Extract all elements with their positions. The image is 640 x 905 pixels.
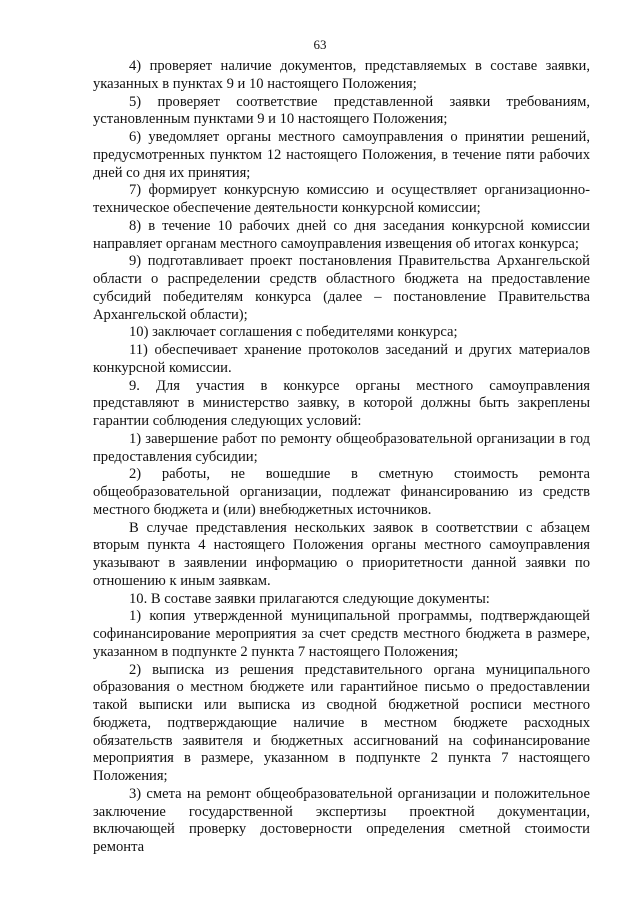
paragraph: 2) выписка из решения представительного органа муниципального образования о местном бюджете или гарантийное письмо о предоставлении такой выписки или выписка из сводной бюджетной росписи местного бюджета, подтверждающие наличие в местном бюджете расходных обязательств заявителя и бюджетных ассигнований на софинансирование мероприятия в размере, указанном в подпункте 2 пункта 7 настоящего Положения; [93,661,590,784]
paragraph: 10) заключает соглашения с победителями конкурса; [129,324,458,341]
paragraph: 8) в течение 10 рабочих дней со дня заседания конкурсной комиссии направляет органам местного самоуправления извещения об итогах конкурса; [93,217,590,252]
paragraph: 11) обеспечивает хранение протоколов заседаний и других материалов конкурсной комиссии. [93,342,590,376]
paragraph: 3) смета на ремонт общеобразовательной организации и положительное заключение государственной экспертизы проектной документации, включающей проверку достоверности определения сметной стоимости ремонта [93,785,590,855]
paragraph: 7) формирует конкурсную комиссию и осуществляет организационно-техническое обеспечение деятельности конкурсной комиссии; [93,182,590,216]
paragraph: 9) подготавливает проект постановления Правительства Архангельской области о распределении средств областного бюджета на предоставление субсидий победителям конкурса (далее – постановление Правительства Архангельской области); [93,253,590,323]
paragraph: 9. Для участия в конкурсе органы местного самоуправления представляют в министерство заявку, в которой должны быть закреплены гарантии соблюдения следующих условий: [93,377,590,429]
paragraph: 1) завершение работ по ремонту общеобразовательной организации в год предоставления субсидии; [93,430,590,465]
paragraph: 2) работы, не вошедшие в сметную стоимость ремонта общеобразовательной организации, подлежат финансированию из средств местного бюджета и (или) внебюджетных источников. [93,466,590,518]
paragraph: 5) проверяет соответствие представленной заявки требованиям, установленным пунктами 9 и 10 настоящего Положения; [93,93,590,128]
page-number: 63 [313,37,327,52]
paragraph: 6) уведомляет органы местного самоуправления о принятии решений, предусмотренных пунктом 12 настоящего Положения, в течение пяти рабочих дней со дня их принятия; [93,129,590,181]
paragraph: 10. В составе заявки прилагаются следующие документы: [129,590,490,607]
document-body [93,58,590,857]
paragraph: В случае представления нескольких заявок в соответствии с абзацем вторым пункта 4 настоящего Положения органы местного самоуправления указывают в заявлении информацию о приоритетности данной заявки по отношению к иным заявкам. [93,519,590,589]
paragraph: 1) копия утвержденной муниципальной программы, подтверждающей софинансирование мероприятия за счет средств местного бюджета в размере, указанном в подпункте 2 пункта 7 настоящего Положения; [93,608,590,660]
paragraph: 4) проверяет наличие документов, представляемых в составе заявки, указанных в пунктах 9 и 10 настоящего Положения; [93,58,590,92]
